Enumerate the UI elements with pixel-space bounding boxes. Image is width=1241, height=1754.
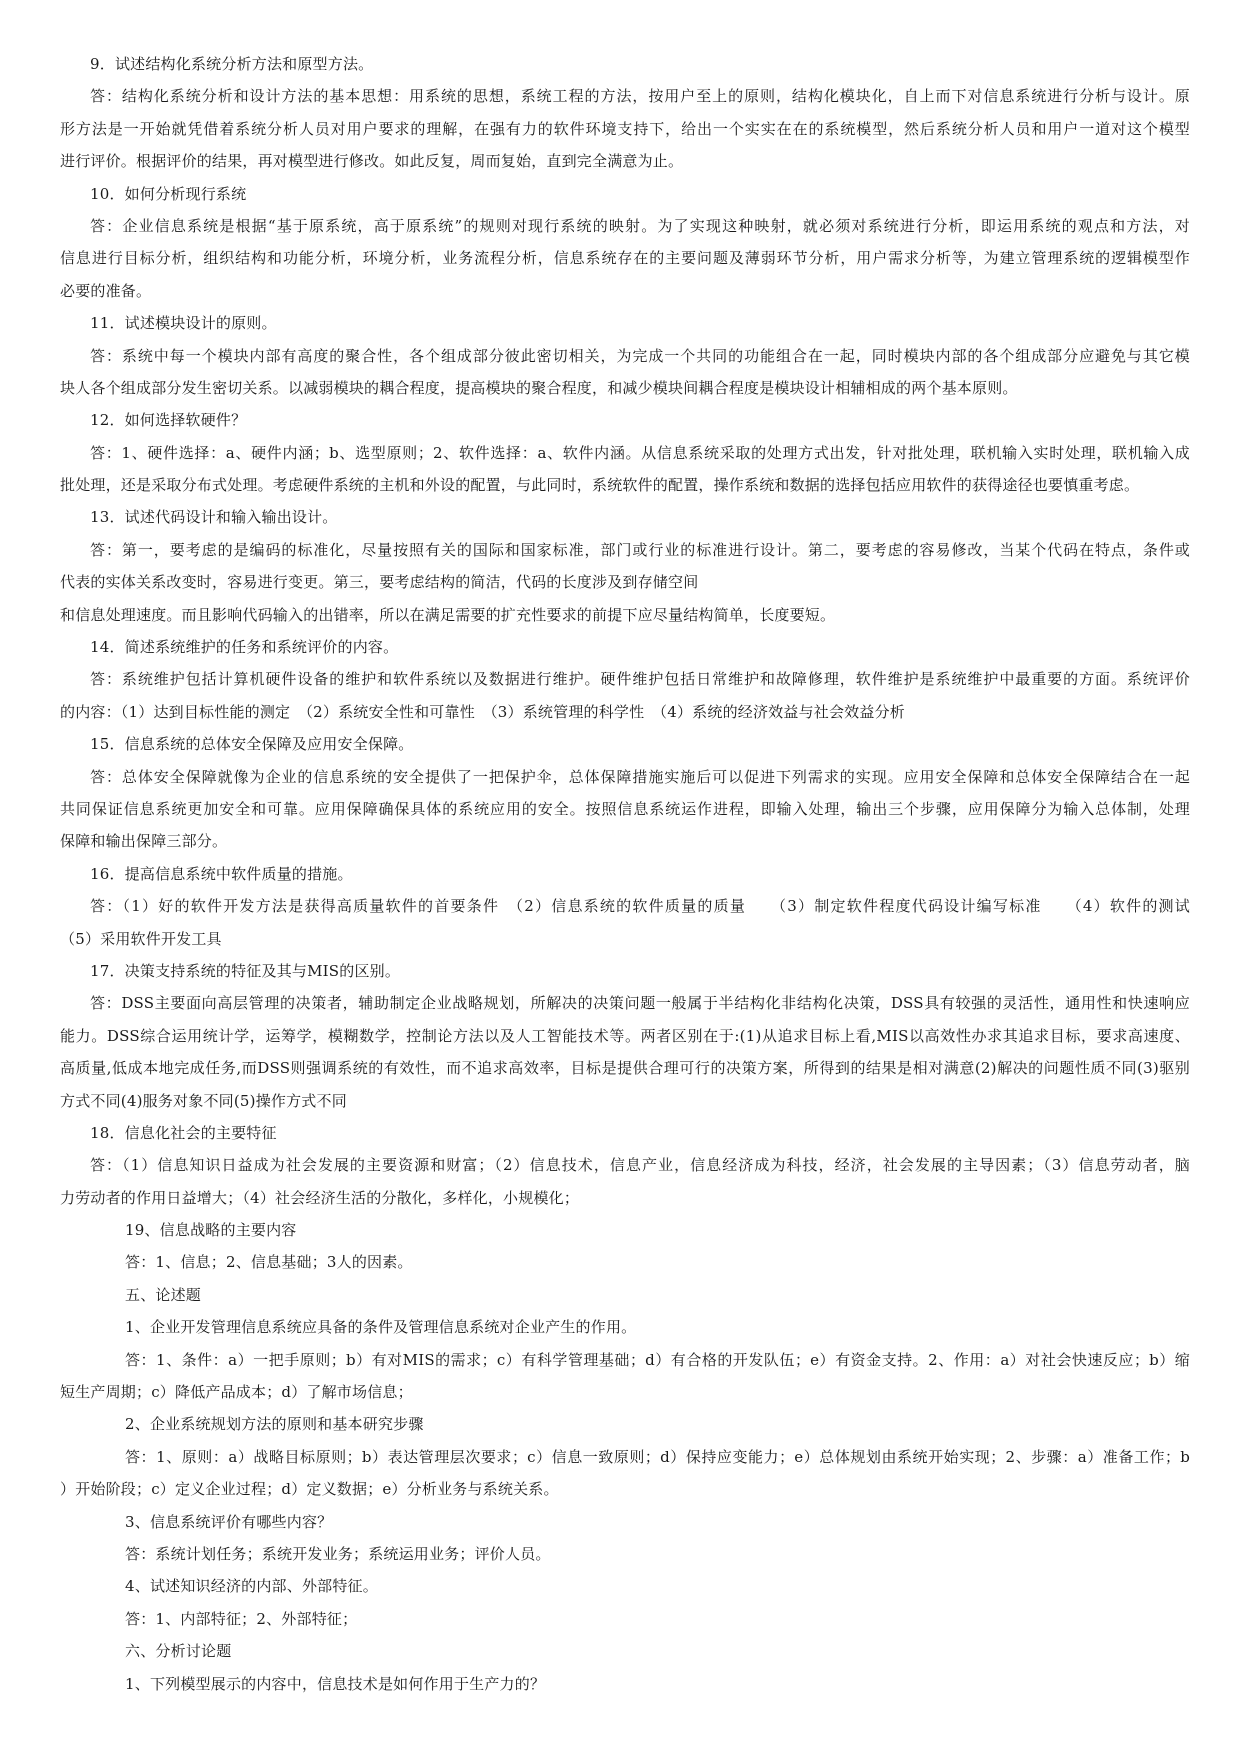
text-line: 进行评价。根据评价的结果，再对模型进行修改。如此反复，周而复始，直到完全满意为止。 — [60, 152, 684, 171]
text-line: 17．决策支持系统的特征及其与MIS的区别。 — [90, 961, 401, 980]
text-line: 15．信息系统的总体安全保障及应用安全保障。 — [90, 735, 414, 754]
text-line: 五、论述题 — [125, 1285, 202, 1304]
text-line: 方式不同(4)服务对象不同(5)操作方式不同 — [60, 1091, 347, 1110]
text-line: 答：总体安全保障就像为企业的信息系统的安全提供了一把保护伞，总体保障措施实施后可以促进下列需求的实现。应用安全保障和总体安全保障结合在一起 — [90, 767, 1190, 786]
text-line: 共同保证信息系统更加安全和可靠。应用保障确保具体的系统应用的安全。按照信息系统运作进程，即输入处理，输出三个步骤，应用保障分为输入总体制，处理 — [60, 799, 1190, 818]
text-line: 19、信息战略的主要内容 — [125, 1221, 297, 1240]
text-line: 答：企业信息系统是根据“基于原系统，高于原系统”的规则对现行系统的映射。为了实现这种映射，就必须对系统进行分析，即运用系统的观点和方法，对 — [90, 216, 1190, 235]
text-line: 短生产周期；c）降低产品成本；d）了解市场信息； — [60, 1383, 413, 1402]
text-line: 答：1、条件：a）一把手原则；b）有对MIS的需求；c）有科学管理基础；d）有合格的开发队伍；e）有资金支持。2、作用：a）对社会快速反应；b）缩 — [125, 1350, 1190, 1369]
text-line: 必要的准备。 — [60, 281, 152, 300]
text-line: 答：1、信息；2、信息基础；3人的因素。 — [125, 1253, 413, 1272]
text-line: 和信息处理速度。而且影响代码输入的出错率，所以在满足需要的扩充性要求的前提下应尽量结构简单，长度要短。 — [60, 605, 836, 624]
text-line: 答：系统计划任务；系统开发业务；系统运用业务；评价人员。 — [125, 1544, 551, 1563]
text-line: 18．信息化社会的主要特征 — [90, 1123, 277, 1142]
text-line: 高质量,低成本地完成任务,而DSS则强调系统的有效性，而不追求高效率，目标是提供合理可行的决策方案，所得到的结果是相对满意(2)解决的问题性质不同(3)驱别 — [60, 1059, 1190, 1078]
text-line: 的内容：（1）达到目标性能的测定 （2）系统安全性和可靠性 （3）系统管理的科学性 （4）系统的经济效益与社会效益分析 — [60, 702, 905, 721]
text-line: 答：结构化系统分析和设计方法的基本思想：用系统的思想，系统工程的方法，按用户至上的原则，结构化模块化，自上而下对信息系统进行分析与设计。原 — [90, 87, 1190, 106]
text-line: 答：（1）好的软件开发方法是获得高质量软件的首要条件 （2）信息系统的软件质量的质量 （3）制定软件程度代码设计编写标准 （4）软件的测试 — [90, 897, 1190, 916]
text-line: 1、下列模型展示的内容中，信息技术是如何作用于生产力的？ — [125, 1674, 546, 1693]
text-line: 11．试述模块设计的原则。 — [90, 314, 277, 333]
text-line: 12．如何选择软硬件？ — [90, 411, 247, 430]
text-line: 答：系统维护包括计算机硬件设备的维护和软件系统以及数据进行维护。硬件维护包括日常维护和故障修理，软件维护是系统维护中最重要的方面。系统评价 — [90, 670, 1190, 689]
text-line: 14．简述系统维护的任务和系统评价的内容。 — [90, 638, 399, 657]
text-line: 答：1、硬件选择：a、硬件内涵；b、选型原则；2、软件选择：a、软件内涵。从信息系统采取的处理方式出发，针对批处理，联机输入实时处理，联机输入成 — [90, 443, 1190, 462]
text-line: 答：系统中每一个模块内部有高度的聚合性，各个组成部分彼此密切相关，为完成一个共同的功能组合在一起，同时模块内部的各个组成部分应避免与其它模 — [90, 346, 1190, 365]
text-line: 10．如何分析现行系统 — [90, 184, 247, 203]
text-line: 六、分析讨论题 — [125, 1642, 232, 1661]
document-body — [60, 48, 1190, 1700]
text-line: （5）采用软件开发工具 — [60, 929, 222, 948]
text-line: 答：1、原则：a）战略目标原则；b）表达管理层次要求；c）信息一致原则；d）保持应变能力；e）总体规划由系统开始实现；2、步骤：a）准备工作；b — [125, 1447, 1190, 1466]
text-line: 16．提高信息系统中软件质量的措施。 — [90, 864, 353, 883]
text-line: 答：DSS主要面向高层管理的决策者，辅助制定企业战略规划，所解决的决策问题一般属于半结构化非结构化决策，DSS具有较强的灵活性，通用性和快速响应 — [90, 994, 1190, 1013]
text-line: 保障和输出保障三部分。 — [60, 832, 228, 851]
text-line: 力劳动者的作用日益增大；（4）社会经济生活的分散化，多样化，小规模化； — [60, 1188, 580, 1207]
text-line: 答：（1）信息知识日益成为社会发展的主要资源和财富；（2）信息技术，信息产业，信息经济成为科技，经济，社会发展的主导因素；（3）信息劳动者，脑 — [90, 1156, 1190, 1175]
text-line: ）开始阶段；c）定义企业过程；d）定义数据；e）分析业务与系统关系。 — [60, 1480, 559, 1499]
text-line: 块人各个组成部分发生密切关系。以减弱模块的耦合程度，提高模块的聚合程度，和减少模块间耦合程度是模块设计相辅相成的两个基本原则。 — [60, 378, 1018, 397]
text-line: 1、企业开发管理信息系统应具备的条件及管理信息系统对企业产生的作用。 — [125, 1318, 637, 1337]
text-line: 答：1、内部特征；2、外部特征； — [125, 1609, 358, 1628]
text-line: 代表的实体关系改变时，容易进行变更。第三，要考虑结构的简洁，代码的长度涉及到存储空间 — [60, 573, 699, 592]
text-line: 答：第一，要考虑的是编码的标准化，尽量按照有关的国际和国家标准，部门或行业的标准进行设计。第二，要考虑的容易修改，当某个代码在特点，条件或 — [90, 540, 1190, 559]
text-line: 4、试述知识经济的内部、外部特征。 — [125, 1577, 378, 1596]
text-line: 3、信息系统评价有哪些内容？ — [125, 1512, 333, 1531]
text-line: 13．试述代码设计和输入输出设计。 — [90, 508, 338, 527]
text-line: 形方法是一开始就凭借着系统分析人员对用户要求的理解，在强有力的软件环境支持下，给出一个实实在在的系统模型，然后系统分析人员和用户一道对这个模型 — [60, 119, 1190, 138]
text-line: 2、企业系统规划方法的原则和基本研究步骤 — [125, 1415, 424, 1434]
text-line: 能力。DSS综合运用统计学，运筹学，模糊数学，控制论方法以及人工智能技术等。两者区别在于:(1)从追求目标上看,MIS以高效性办求其追求目标，要求高速度、 — [60, 1026, 1190, 1045]
text-line: 批处理，还是采取分布式处理。考虑硬件系统的主机和外设的配置，与此同时，系统软件的配置，操作系统和数据的选择包括应用软件的获得途径也要慎重考虑。 — [60, 476, 1140, 495]
text-line: 9．试述结构化系统分析方法和原型方法。 — [90, 55, 374, 73]
text-line: 信息进行目标分析，组织结构和功能分析，环境分析，业务流程分析，信息系统存在的主要问题及薄弱环节分析，用户需求分析等，为建立管理系统的逻辑模型作 — [60, 249, 1190, 268]
